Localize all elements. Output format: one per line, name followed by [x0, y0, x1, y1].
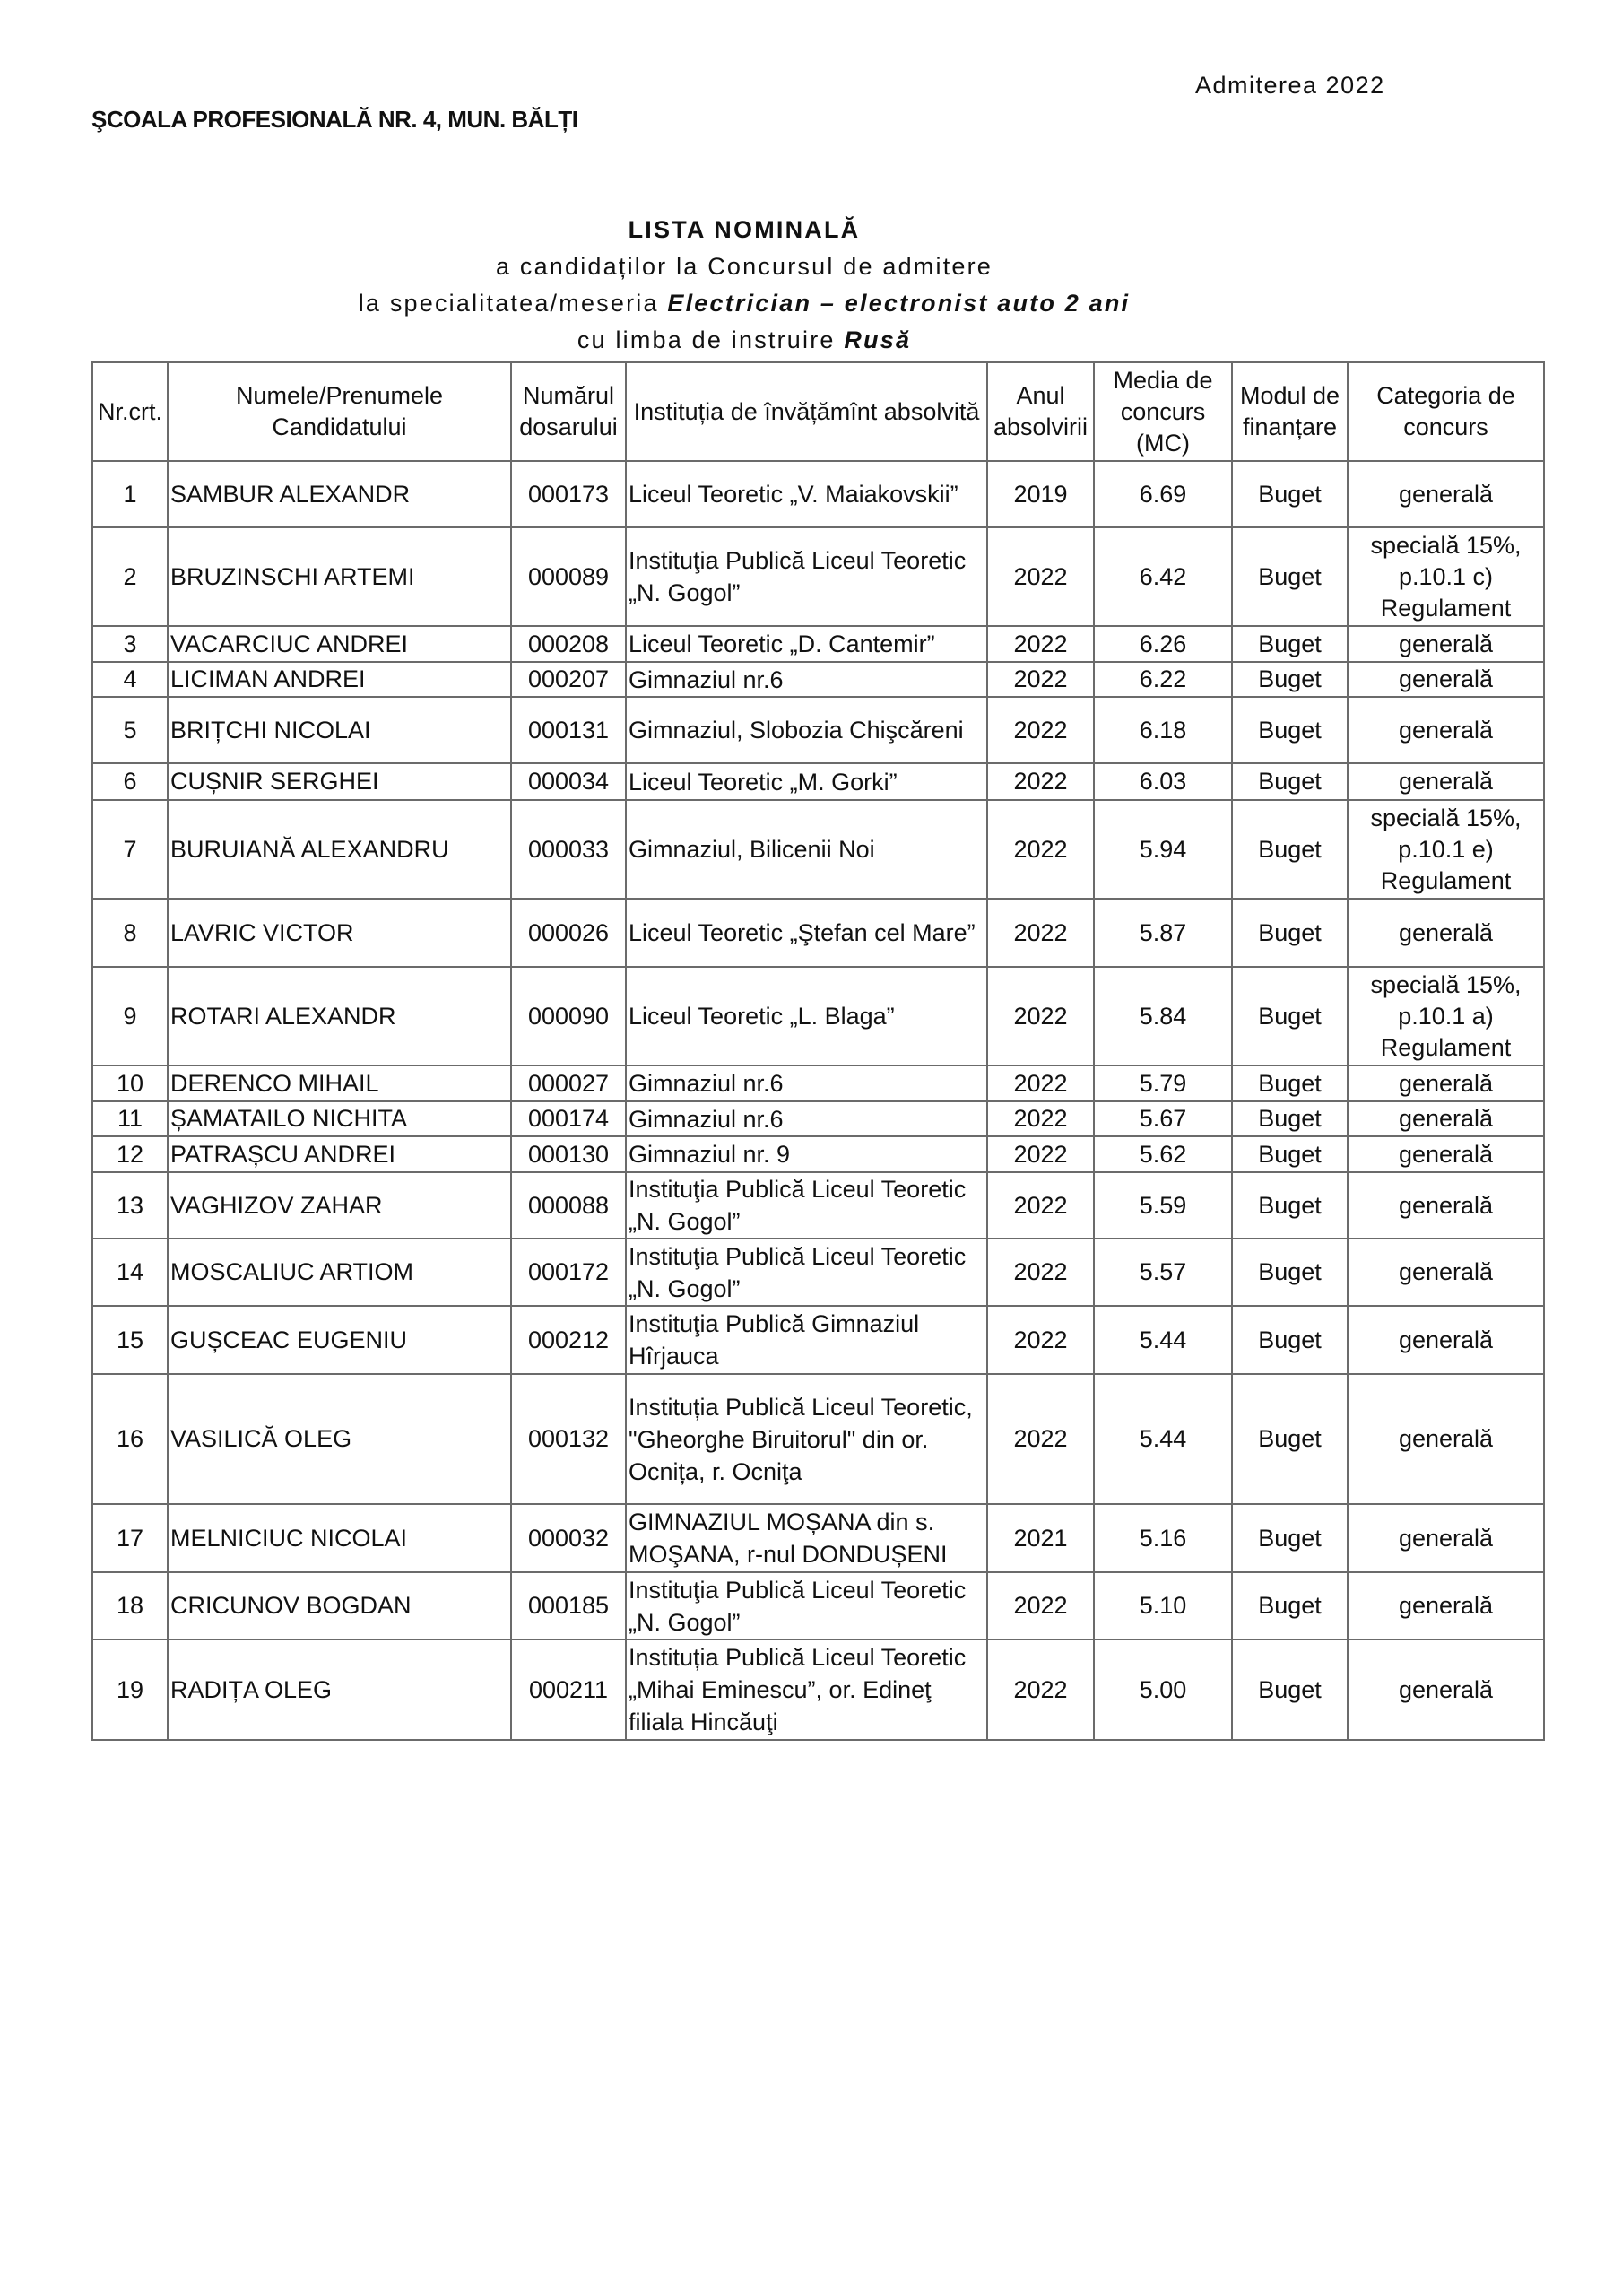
- contest-category: specială 15%, p.10.1 c) Regulament: [1348, 527, 1544, 626]
- row-number: 16: [92, 1374, 168, 1504]
- graduation-year: 2022: [987, 1374, 1094, 1504]
- table-row: [92, 1639, 1544, 1740]
- candidate-name: BURUIANĂ ALEXANDRU: [168, 800, 511, 899]
- contest-average: 6.22: [1094, 662, 1232, 697]
- graduation-year: 2022: [987, 800, 1094, 899]
- contest-average: 6.03: [1094, 763, 1232, 800]
- table-row: [92, 1306, 1544, 1374]
- language-name: Rusă: [844, 326, 912, 353]
- institution-name: Gimnaziul, Slobozia Chişcăreni: [626, 697, 987, 763]
- row-number: 15: [92, 1306, 168, 1374]
- contest-category: generală: [1348, 1172, 1544, 1239]
- graduation-year: 2021: [987, 1504, 1094, 1572]
- contest-category: specială 15%, p.10.1 a) Regulament: [1348, 967, 1544, 1065]
- file-number: 000174: [511, 1101, 626, 1136]
- row-number: 10: [92, 1065, 168, 1101]
- funding-mode: Buget: [1232, 800, 1348, 899]
- contest-category: generală: [1348, 662, 1544, 697]
- row-number: 3: [92, 626, 168, 662]
- row-number: 8: [92, 899, 168, 967]
- row-number: 17: [92, 1504, 168, 1572]
- file-number: 000034: [511, 763, 626, 800]
- institution-name: GIMNAZIUL MOȘANA din s. MOŞANA, r-nul DONDUȘENI: [626, 1504, 987, 1572]
- language-line: [0, 322, 1488, 359]
- funding-mode: Buget: [1232, 1065, 1348, 1101]
- column-header-category: Categoria de concurs: [1348, 362, 1544, 461]
- institution-name: Gimnaziul, Bilicenii Noi: [626, 800, 987, 899]
- funding-mode: Buget: [1232, 1136, 1348, 1172]
- document-title-block: [0, 212, 1488, 359]
- language-prefix: cu limba de instruire: [577, 326, 845, 353]
- candidates-table: [91, 361, 1545, 1741]
- contest-category: generală: [1348, 899, 1544, 967]
- file-number: 000089: [511, 527, 626, 626]
- candidate-name: GUȘCEAC EUGENIU: [168, 1306, 511, 1374]
- column-header-year: Anul absolvirii: [987, 362, 1094, 461]
- funding-mode: Buget: [1232, 1504, 1348, 1572]
- contest-category: specială 15%, p.10.1 e) Regulament: [1348, 800, 1544, 899]
- graduation-year: 2022: [987, 1172, 1094, 1239]
- contest-category: generală: [1348, 1136, 1544, 1172]
- file-number: 000132: [511, 1374, 626, 1504]
- specialty-line: [0, 285, 1488, 322]
- contest-average: 5.84: [1094, 967, 1232, 1065]
- graduation-year: 2019: [987, 461, 1094, 527]
- column-header-nr: Nr.crt.: [92, 362, 168, 461]
- table-row: [92, 626, 1544, 662]
- file-number: 000090: [511, 967, 626, 1065]
- column-header-file: Numărul dosarului: [511, 362, 626, 461]
- institution-name: Gimnaziul nr.6: [626, 662, 987, 697]
- document-title: LISTA NOMINALĂ: [628, 216, 861, 243]
- contest-average: 5.62: [1094, 1136, 1232, 1172]
- funding-mode: Buget: [1232, 527, 1348, 626]
- candidate-name: PATRAȘCU ANDREI: [168, 1136, 511, 1172]
- candidate-name: LICIMAN ANDREI: [168, 662, 511, 697]
- institution-name: Instituţia Publică Liceul Teoretic „N. Gogol”: [626, 1172, 987, 1239]
- funding-mode: Buget: [1232, 697, 1348, 763]
- contest-average: 5.59: [1094, 1172, 1232, 1239]
- contest-average: 5.79: [1094, 1065, 1232, 1101]
- institution-name: Gimnaziul nr.6: [626, 1101, 987, 1136]
- graduation-year: 2022: [987, 662, 1094, 697]
- file-number: 000212: [511, 1306, 626, 1374]
- file-number: 000088: [511, 1172, 626, 1239]
- candidate-name: MOSCALIUC ARTIOM: [168, 1239, 511, 1306]
- file-number: 000131: [511, 697, 626, 763]
- table-row: [92, 1572, 1544, 1639]
- row-number: 14: [92, 1239, 168, 1306]
- file-number: 000185: [511, 1572, 626, 1639]
- graduation-year: 2022: [987, 1639, 1094, 1740]
- funding-mode: Buget: [1232, 1639, 1348, 1740]
- institution-name: Liceul Teoretic „D. Cantemir”: [626, 626, 987, 662]
- table-row: [92, 1172, 1544, 1239]
- contest-average: 5.00: [1094, 1639, 1232, 1740]
- contest-average: 6.18: [1094, 697, 1232, 763]
- file-number: 000026: [511, 899, 626, 967]
- contest-category: generală: [1348, 1306, 1544, 1374]
- contest-category: generală: [1348, 461, 1544, 527]
- row-number: 19: [92, 1639, 168, 1740]
- candidate-name: CUȘNIR SERGHEI: [168, 763, 511, 800]
- institution-name: Liceul Teoretic „M. Gorki”: [626, 763, 987, 800]
- funding-mode: Buget: [1232, 899, 1348, 967]
- table-row: [92, 1101, 1544, 1136]
- table-row: [92, 1504, 1544, 1572]
- table-header-row: [92, 362, 1544, 461]
- graduation-year: 2022: [987, 899, 1094, 967]
- table-row: [92, 967, 1544, 1065]
- graduation-year: 2022: [987, 527, 1094, 626]
- table-row: [92, 461, 1544, 527]
- funding-mode: Buget: [1232, 1374, 1348, 1504]
- contest-category: generală: [1348, 1504, 1544, 1572]
- graduation-year: 2022: [987, 1306, 1094, 1374]
- candidate-name: CRICUNOV BOGDAN: [168, 1572, 511, 1639]
- table-body: [92, 461, 1544, 1740]
- contest-category: generală: [1348, 1374, 1544, 1504]
- candidate-name: SAMBUR ALEXANDR: [168, 461, 511, 527]
- contest-category: generală: [1348, 1065, 1544, 1101]
- school-name: ŞCOALA PROFESIONALĂ NR. 4, MUN. BĂLȚI: [91, 106, 578, 133]
- candidate-name: DERENCO MIHAIL: [168, 1065, 511, 1101]
- row-number: 18: [92, 1572, 168, 1639]
- funding-mode: Buget: [1232, 461, 1348, 527]
- contest-average: 5.87: [1094, 899, 1232, 967]
- contest-average: 5.94: [1094, 800, 1232, 899]
- table-row: [92, 763, 1544, 800]
- contest-average: 5.16: [1094, 1504, 1232, 1572]
- candidate-name: VACARCIUC ANDREI: [168, 626, 511, 662]
- column-header-name: Numele/Prenumele Candidatului: [168, 362, 511, 461]
- funding-mode: Buget: [1232, 1239, 1348, 1306]
- contest-category: generală: [1348, 763, 1544, 800]
- file-number: 000208: [511, 626, 626, 662]
- row-number: 4: [92, 662, 168, 697]
- row-number: 6: [92, 763, 168, 800]
- funding-mode: Buget: [1232, 967, 1348, 1065]
- file-number: 000033: [511, 800, 626, 899]
- candidate-name: ȘAMATAILO NICHITA: [168, 1101, 511, 1136]
- graduation-year: 2022: [987, 1065, 1094, 1101]
- file-number: 000173: [511, 461, 626, 527]
- candidate-name: BRUZINSCHI ARTEMI: [168, 527, 511, 626]
- institution-name: Liceul Teoretic „V. Maiakovskii”: [626, 461, 987, 527]
- document-subtitle: a candidaților la Concursul de admitere: [495, 253, 993, 280]
- contest-average: 6.42: [1094, 527, 1232, 626]
- row-number: 1: [92, 461, 168, 527]
- table-row: [92, 1136, 1544, 1172]
- funding-mode: Buget: [1232, 1172, 1348, 1239]
- institution-name: Liceul Teoretic „Ştefan cel Mare”: [626, 899, 987, 967]
- institution-name: Gimnaziul nr.6: [626, 1065, 987, 1101]
- table-row: [92, 1374, 1544, 1504]
- contest-average: 5.44: [1094, 1306, 1232, 1374]
- table-row: [92, 1239, 1544, 1306]
- row-number: 2: [92, 527, 168, 626]
- file-number: 000032: [511, 1504, 626, 1572]
- graduation-year: 2022: [987, 967, 1094, 1065]
- admission-year-label: Admiterea 2022: [1195, 72, 1385, 99]
- column-header-institution: Instituția de învățămînt absolvită: [626, 362, 987, 461]
- contest-category: generală: [1348, 1639, 1544, 1740]
- contest-category: generală: [1348, 1239, 1544, 1306]
- table-row: [92, 527, 1544, 626]
- contest-average: 6.69: [1094, 461, 1232, 527]
- funding-mode: Buget: [1232, 662, 1348, 697]
- contest-average: 5.57: [1094, 1239, 1232, 1306]
- specialty-name: Electrician – electronist auto 2 ani: [667, 290, 1131, 317]
- graduation-year: 2022: [987, 1572, 1094, 1639]
- column-header-funding: Modul de finanțare: [1232, 362, 1348, 461]
- table-row: [92, 899, 1544, 967]
- contest-category: generală: [1348, 1101, 1544, 1136]
- candidate-name: RADIȚA OLEG: [168, 1639, 511, 1740]
- funding-mode: Buget: [1232, 626, 1348, 662]
- column-header-mc: Media de concurs (MC): [1094, 362, 1232, 461]
- graduation-year: 2022: [987, 626, 1094, 662]
- row-number: 12: [92, 1136, 168, 1172]
- contest-average: 5.67: [1094, 1101, 1232, 1136]
- institution-name: Instituția Publică Liceul Teoretic „Mihai Eminescu”, or. Edineţ filiala Hincăuţi: [626, 1639, 987, 1740]
- contest-average: 5.44: [1094, 1374, 1232, 1504]
- graduation-year: 2022: [987, 697, 1094, 763]
- row-number: 13: [92, 1172, 168, 1239]
- candidate-name: ROTARI ALEXANDR: [168, 967, 511, 1065]
- row-number: 7: [92, 800, 168, 899]
- institution-name: Instituția Publică Liceul Teoretic, "Gheorghe Biruitorul" din or. Ocnița, r. Ocniţa: [626, 1374, 987, 1504]
- row-number: 11: [92, 1101, 168, 1136]
- candidate-name: VASILICĂ OLEG: [168, 1374, 511, 1504]
- file-number: 000207: [511, 662, 626, 697]
- table-row: [92, 800, 1544, 899]
- institution-name: Instituţia Publică Liceul Teoretic „N. Gogol”: [626, 1572, 987, 1639]
- row-number: 5: [92, 697, 168, 763]
- institution-name: Gimnaziul nr. 9: [626, 1136, 987, 1172]
- graduation-year: 2022: [987, 763, 1094, 800]
- contest-category: generală: [1348, 697, 1544, 763]
- institution-name: Instituţia Publică Liceul Teoretic „N. Gogol”: [626, 527, 987, 626]
- graduation-year: 2022: [987, 1101, 1094, 1136]
- graduation-year: 2022: [987, 1239, 1094, 1306]
- file-number: 000027: [511, 1065, 626, 1101]
- row-number: 9: [92, 967, 168, 1065]
- institution-name: Instituţia Publică Liceul Teoretic „N. Gogol”: [626, 1239, 987, 1306]
- funding-mode: Buget: [1232, 763, 1348, 800]
- table-row: [92, 697, 1544, 763]
- contest-average: 5.10: [1094, 1572, 1232, 1639]
- contest-category: generală: [1348, 626, 1544, 662]
- institution-name: Instituţia Publică Gimnaziul Hîrjauca: [626, 1306, 987, 1374]
- file-number: 000130: [511, 1136, 626, 1172]
- graduation-year: 2022: [987, 1136, 1094, 1172]
- table-row: [92, 662, 1544, 697]
- table-row: [92, 1065, 1544, 1101]
- candidate-name: LAVRIC VICTOR: [168, 899, 511, 967]
- file-number: 000211: [511, 1639, 626, 1740]
- specialty-prefix: la specialitatea/meseria: [358, 290, 668, 317]
- candidate-name: BRIȚCHI NICOLAI: [168, 697, 511, 763]
- funding-mode: Buget: [1232, 1306, 1348, 1374]
- contest-average: 6.26: [1094, 626, 1232, 662]
- funding-mode: Buget: [1232, 1572, 1348, 1639]
- institution-name: Liceul Teoretic „L. Blaga”: [626, 967, 987, 1065]
- candidate-name: VAGHIZOV ZAHAR: [168, 1172, 511, 1239]
- funding-mode: Buget: [1232, 1101, 1348, 1136]
- contest-category: generală: [1348, 1572, 1544, 1639]
- file-number: 000172: [511, 1239, 626, 1306]
- candidate-name: MELNICIUC NICOLAI: [168, 1504, 511, 1572]
